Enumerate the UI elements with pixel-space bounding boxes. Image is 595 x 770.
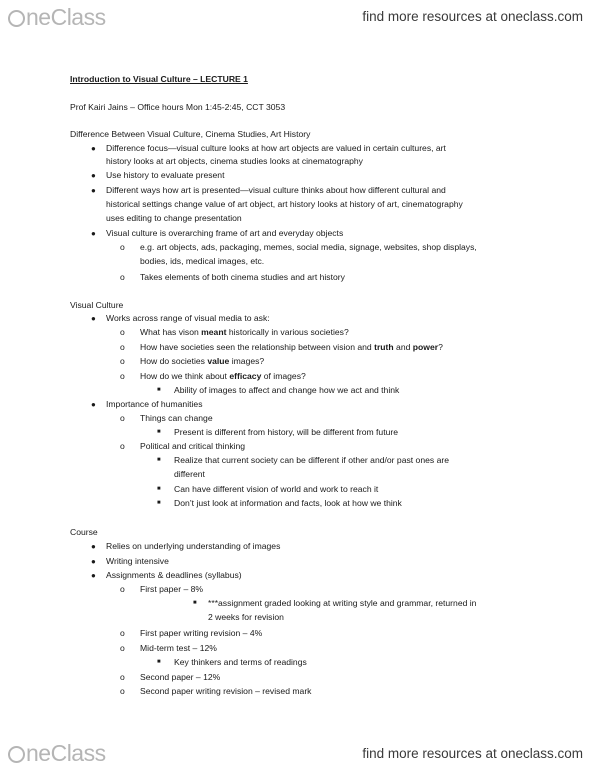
text-run: and <box>393 342 413 352</box>
detail-text: 2 weeks for revision <box>208 612 284 622</box>
bullet-icon: ● <box>91 571 96 580</box>
sub-bullet-icon: o <box>120 272 125 282</box>
sub-bullet-text: Takes elements of both cinema studies and art history <box>140 272 345 282</box>
logo-o-icon <box>8 746 25 763</box>
sub-bullet-text <box>140 356 264 367</box>
bullet-text: Assignments & deadlines (syllabus) <box>106 570 242 580</box>
sub-bullet-icon: o <box>120 242 125 252</box>
sub-bullet-text <box>140 371 306 382</box>
sub-bullet-text: e.g. art objects, ads, packaging, memes, social media, signage, websites, shop displays, <box>140 242 477 252</box>
sub-bullet-text: bodies, ids, medical images, etc. <box>140 256 265 266</box>
bullet-icon: ● <box>91 229 96 238</box>
square-bullet-icon: ■ <box>157 500 161 506</box>
bullet-text: Difference focus—visual culture looks at how art objects are valued in certain cultures, art <box>106 143 446 153</box>
bullet-text: Works across range of visual media to ask: <box>106 313 270 323</box>
bullet-text: Relies on underlying understanding of images <box>106 541 281 551</box>
page-footer <box>0 734 595 770</box>
text-run: How do societies <box>140 356 208 366</box>
sub-bullet-text: Things can change <box>140 413 213 423</box>
detail-text: different <box>174 469 205 479</box>
square-bullet-icon: ■ <box>157 429 161 435</box>
oneclass-logo <box>8 740 106 767</box>
header-tagline: find more resources at oneclass.com <box>362 9 583 24</box>
bold-text-run: meant <box>201 327 227 337</box>
section-heading: Difference Between Visual Culture, Cinema Studies, Art History <box>70 129 311 139</box>
bold-text-run: truth <box>374 342 394 352</box>
doc-title: Introduction to Visual Culture – LECTURE 1 <box>70 74 248 84</box>
sub-bullet-icon: o <box>120 413 125 423</box>
text-run: images? <box>229 356 265 366</box>
sub-bullet-icon: o <box>120 584 125 594</box>
bullet-text: Visual culture is overarching frame of art and everyday objects <box>106 228 344 238</box>
bullet-text: uses editing to change presentation <box>106 213 242 223</box>
detail-text: ***assignment graded looking at writing style and grammar, returned in <box>208 598 477 608</box>
bullet-icon: ● <box>91 400 96 409</box>
text-run: of images? <box>261 371 306 381</box>
bold-text-run: power <box>412 342 439 352</box>
section-heading: Course <box>70 527 98 537</box>
text-run: How have societies seen the relationship between vision and <box>140 342 375 352</box>
logo-text: neClass <box>26 4 106 30</box>
bullet-text: Writing intensive <box>106 556 169 566</box>
square-bullet-icon: ■ <box>157 387 161 393</box>
square-bullet-icon: ■ <box>157 659 161 665</box>
footer-tagline: find more resources at oneclass.com <box>362 746 583 761</box>
text-run: historically in various societies? <box>226 327 349 337</box>
bullet-icon: ● <box>91 186 96 195</box>
sub-bullet-text <box>140 342 443 353</box>
text-run: ? <box>438 342 443 352</box>
text-run: What has vison <box>140 327 202 337</box>
bold-text-run: value <box>207 356 230 366</box>
bullet-icon: ● <box>91 314 96 323</box>
detail-text: Don’t just look at information and facts, look at how we think <box>174 498 402 508</box>
sub-bullet-text: Mid-term test – 12% <box>140 643 217 653</box>
sub-bullet-text: Second paper writing revision – revised mark <box>140 686 312 696</box>
sub-bullet-text: Second paper – 12% <box>140 672 221 682</box>
detail-text: Realize that current society can be different if other and/or past ones are <box>174 455 449 465</box>
sub-bullet-icon: o <box>120 628 125 638</box>
square-bullet-icon: ■ <box>193 600 197 606</box>
text-run: How do we think about <box>140 371 230 381</box>
bullet-icon: ● <box>91 542 96 551</box>
sub-bullet-text <box>140 327 349 338</box>
section-heading: Visual Culture <box>70 300 124 310</box>
sub-bullet-icon: o <box>120 441 125 451</box>
sub-bullet-icon: o <box>120 356 125 366</box>
sub-bullet-icon: o <box>120 327 125 337</box>
bold-text-run: efficacy <box>229 371 262 381</box>
sub-bullet-text: First paper – 8% <box>140 584 204 594</box>
bullet-text: historical settings change value of art object, art history looks at history of art, cinematography <box>106 199 463 209</box>
page-header <box>0 0 595 34</box>
sub-bullet-text: First paper writing revision – 4% <box>140 628 263 638</box>
bullet-icon: ● <box>91 171 96 180</box>
bullet-icon: ● <box>91 557 96 566</box>
square-bullet-icon: ■ <box>157 486 161 492</box>
bullet-text: Use history to evaluate present <box>106 170 225 180</box>
bullet-text: history looks at art objects, cinema studies looks at cinematography <box>106 156 363 166</box>
prof-line: Prof Kairi Jains – Office hours Mon 1:45-2:45, CCT 3053 <box>70 102 286 112</box>
logo-o-icon <box>8 10 25 27</box>
detail-text: Ability of images to affect and change how we act and think <box>174 385 400 395</box>
detail-text: Present is different from history, will be different from future <box>174 427 399 437</box>
logo-text: neClass <box>26 740 106 766</box>
sub-bullet-icon: o <box>120 643 125 653</box>
sub-bullet-text: Political and critical thinking <box>140 441 246 451</box>
sub-bullet-icon: o <box>120 686 125 696</box>
square-bullet-icon: ■ <box>157 457 161 463</box>
oneclass-logo <box>8 4 106 31</box>
sub-bullet-icon: o <box>120 342 125 352</box>
sub-bullet-icon: o <box>120 371 125 381</box>
detail-text: Can have different vision of world and work to reach it <box>174 484 379 494</box>
sub-bullet-icon: o <box>120 672 125 682</box>
bullet-text: Importance of humanities <box>106 399 203 409</box>
detail-text: Key thinkers and terms of readings <box>174 657 307 667</box>
bullet-icon: ● <box>91 144 96 153</box>
bullet-text: Different ways how art is presented—visual culture thinks about how different cultural and <box>106 185 446 195</box>
